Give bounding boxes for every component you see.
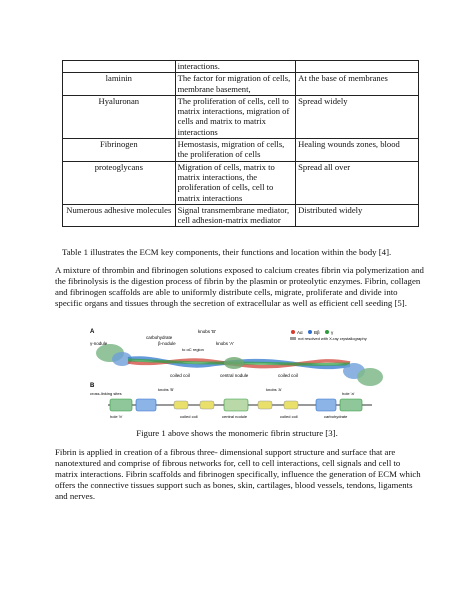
label-central-nodule-a: central nodule xyxy=(220,373,249,378)
label-knobs-b-b: knobs 'B' xyxy=(158,387,174,392)
label-coiled-coil-b: coiled coil xyxy=(180,414,198,419)
location-cell: Spread widely xyxy=(296,95,419,138)
label-hole-a: hole 'a' xyxy=(342,391,355,396)
central-nodule xyxy=(224,357,244,369)
label-knobs-a-b: knobs 'A' xyxy=(266,387,282,392)
schematic-knob-4 xyxy=(284,401,298,409)
legend-a-alpha: Aα xyxy=(297,330,303,335)
function-cell: Migration of cells, matrix to matrix interactions, the proliferation of cells, cell to matrix interactions xyxy=(175,161,296,204)
schematic-beta-right xyxy=(316,399,336,411)
label-hole-b: hole 'b' xyxy=(110,414,123,419)
label-gamma-nodule: γ-nodule xyxy=(90,341,108,346)
legend-swatch-gamma xyxy=(325,330,329,334)
location-cell: Healing wounds zones, blood xyxy=(296,139,419,162)
panel-b xyxy=(90,383,372,419)
legend-not-resolved: not resolved with X-ray crystallography xyxy=(298,336,367,341)
schematic-gamma-right xyxy=(340,399,362,411)
table-row xyxy=(63,204,419,227)
location-cell: At the base of membranes xyxy=(296,73,419,96)
component-cell: proteoglycans xyxy=(63,161,176,204)
label-coiled-coil-a2: coiled coil xyxy=(278,373,298,378)
label-knobs-a: knobs 'A' xyxy=(216,341,234,346)
legend-swatch-b-beta xyxy=(308,330,312,334)
body-paragraph: Fibrin is applied in creation of a fibrous three- dimensional support structure and surface that are nanotextured and comprise of fibrous networks for, cell to cell interactions, cell signals and cell to matrix interactions. Fibrin scaffolds and fibrinogen specifically, influence the generation of ECM which offers the connective tissues support such as bones, skin, cartilages, blood vessels, tendons, ligaments and nerves. xyxy=(55,447,421,502)
label-carbohydrate-a: carbohydrate xyxy=(146,335,173,340)
component-cell: laminin xyxy=(63,73,176,96)
ecm-components-table xyxy=(62,60,419,227)
label-coiled-coil-a: coiled coil xyxy=(170,373,190,378)
label-coiled-coil-b2: coiled coil xyxy=(280,414,298,419)
schematic-knob-2 xyxy=(200,401,214,409)
label-central-nodule-b: central nodule xyxy=(222,414,248,419)
location-cell xyxy=(296,61,419,73)
function-cell: Signal transmembrane mediator, cell adhesion-matrix mediator xyxy=(175,204,296,227)
table-row xyxy=(63,95,419,138)
function-cell: The factor for migration of cells, membrane basement, xyxy=(175,73,296,96)
component-cell: Hyaluronan xyxy=(63,95,176,138)
function-cell: The proliferation of cells, cell to matrix interactions, migration of cells and matrix to matrix interactions xyxy=(175,95,296,138)
component-cell: Fibrinogen xyxy=(63,139,176,162)
figure-caption: Figure 1 above shows the monomeric fibrin structure [3]. xyxy=(136,428,338,438)
legend-swatch-a-alpha xyxy=(291,330,295,334)
function-cell: Hemostasis, migration of cells, the proliferation of cells xyxy=(175,139,296,162)
schematic-central-nodule xyxy=(224,399,248,411)
component-cell: Numerous adhesive molecules xyxy=(63,204,176,227)
fibrin-structure-figure xyxy=(88,325,388,421)
schematic-knob-1 xyxy=(174,401,188,409)
table-row xyxy=(63,161,419,204)
function-cell: interactions. xyxy=(175,61,296,73)
label-carbohydrate-b: carbohydrate xyxy=(324,414,348,419)
panel-b-label: B xyxy=(90,383,95,389)
table-caption: Table 1 illustrates the ECM key components, their functions and location within the body [4]. xyxy=(62,247,392,257)
legend-b-beta: Bβ xyxy=(314,330,320,335)
component-cell xyxy=(63,61,176,73)
gamma-nodule-right xyxy=(357,368,383,386)
schematic-gamma-left xyxy=(110,399,132,411)
panel-a-label: A xyxy=(90,329,95,335)
schematic-beta-left xyxy=(136,399,156,411)
schematic-knob-3 xyxy=(258,401,272,409)
location-cell: Distributed widely xyxy=(296,204,419,227)
table-row xyxy=(63,61,419,73)
legend-gamma: γ xyxy=(331,330,334,335)
legend-swatch-not-resolved xyxy=(290,337,296,340)
body-paragraph: A mixture of thrombin and fibrinogen solutions exposed to calcium creates fibrin via polymerization and the fibrinolysis is the digestion process of fibrin by the plasmin or proteolytic enzymes. Fibrin, collagen and fibrinogen scaffolds are able to uniformly distribute cells, migrate, proliferate and divide into specific organs and tissues through the secretion of extracellular as well as efficient cell seeding [5]. xyxy=(55,265,424,309)
label-to-ac-region: to αC region xyxy=(182,347,204,352)
table-row xyxy=(63,73,419,96)
label-beta-nodule: β-nodule xyxy=(158,341,176,346)
table-row xyxy=(63,139,419,162)
label-knobs-b: knobs 'B' xyxy=(198,329,216,334)
label-crosslinking-sites: cross-linking sites xyxy=(90,391,122,396)
location-cell: Spread all over xyxy=(296,161,419,204)
panel-a xyxy=(90,329,383,386)
